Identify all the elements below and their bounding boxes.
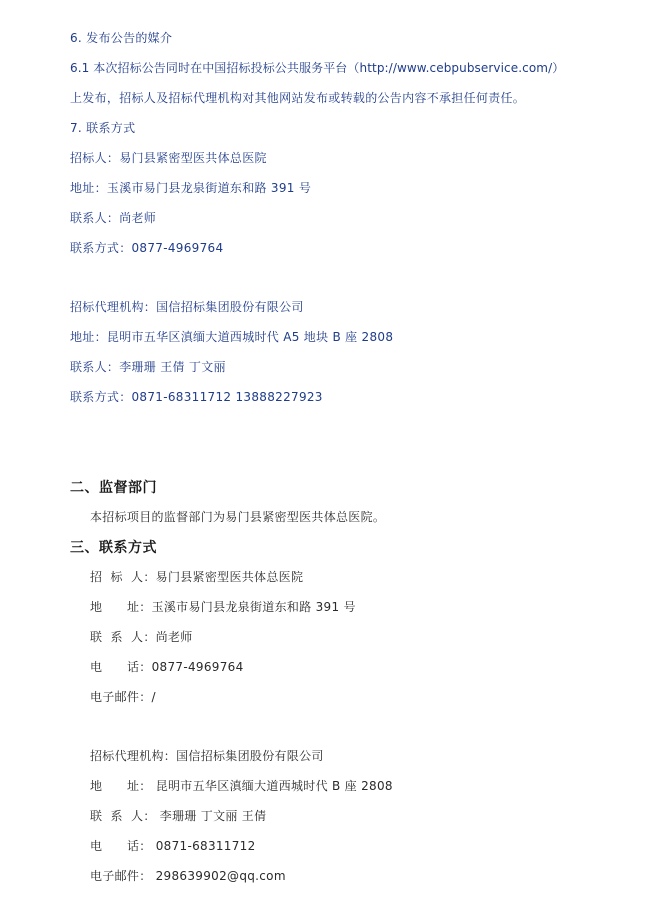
media-line-1: 6.1 本次招标公告同时在中国招标投标公共服务平台（http://www.cebpubservice.com/）	[70, 61, 565, 75]
tenderer-phone-line: 联系方式：0877-4969764	[70, 241, 224, 255]
c-agency-address-line: 地 址： 昆明市五华区滇缅大道西城时代 B 座 2808	[90, 779, 393, 793]
c-tenderer-phone-line: 电 话：0877-4969764	[90, 660, 244, 674]
c-tenderer-email-line: 电子邮件：/	[90, 690, 156, 704]
c-tenderer-contact-line: 联 系 人：尚老师	[90, 630, 193, 644]
tenderer-address-line: 地址：玉溪市易门县龙泉街道东和路 391 号	[70, 181, 312, 195]
media-heading: 6. 发布公告的媒介	[70, 31, 173, 45]
c-tenderer-address-line: 地 址：玉溪市易门县龙泉街道东和路 391 号	[90, 600, 356, 614]
tenderer-contact-line: 联系人：尚老师	[70, 211, 157, 225]
c-agency-line: 招标代理机构：国信招标集团股份有限公司	[90, 749, 324, 763]
c-agency-email-line: 电子邮件： 298639902@qq.com	[90, 869, 286, 883]
contact-section-heading: 三、联系方式	[70, 540, 157, 556]
media-line-2: 上发布，招标人及招标代理机构对其他网站发布或转载的公告内容不承担任何责任。	[70, 91, 526, 105]
agency-address-line: 地址：昆明市五华区滇缅大道西城时代 A5 地块 B 座 2808	[70, 330, 394, 344]
c-tenderer-line: 招 标 人：易门县紧密型医共体总医院	[90, 570, 304, 584]
contact-heading: 7. 联系方式	[70, 121, 136, 135]
tenderer-line: 招标人：易门县紧密型医共体总医院	[70, 151, 267, 165]
c-agency-contact-line: 联 系 人： 李珊珊 丁文丽 王倩	[90, 809, 267, 823]
agency-phone-line: 联系方式：0871-68311712 13888227923	[70, 390, 323, 404]
agency-contact-line: 联系人：李珊珊 王倩 丁文丽	[70, 360, 226, 374]
agency-line: 招标代理机构：国信招标集团股份有限公司	[70, 300, 304, 314]
c-agency-phone-line: 电 话： 0871-68311712	[90, 839, 256, 853]
supervision-text: 本招标项目的监督部门为易门县紧密型医共体总医院。	[90, 510, 386, 524]
supervision-heading: 二、监督部门	[70, 480, 157, 496]
